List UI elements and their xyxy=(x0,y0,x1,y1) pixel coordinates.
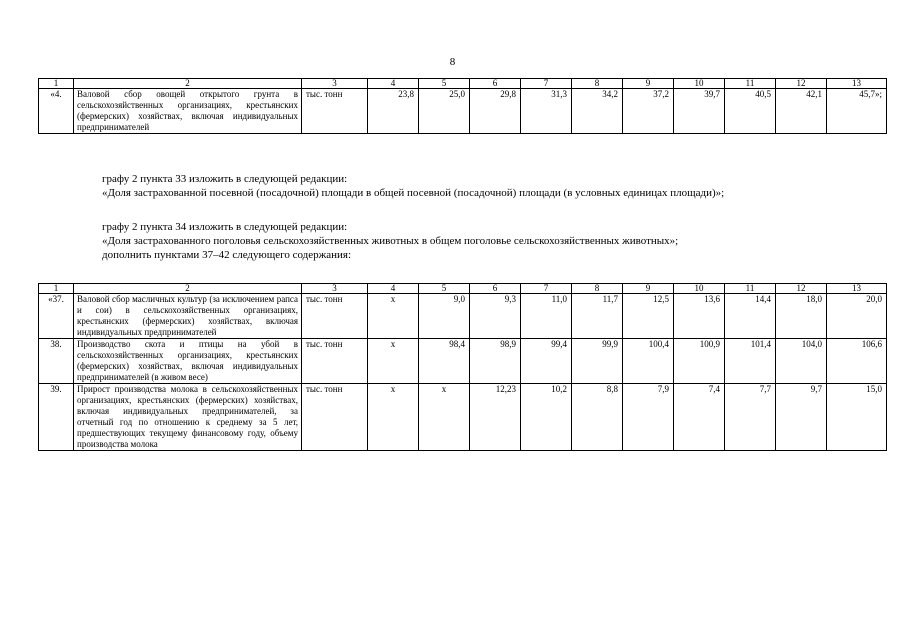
column-header: 5 xyxy=(419,79,470,89)
table-row xyxy=(39,294,887,339)
paragraph-add-items: дополнить пунктами 37–42 следующего содержания: xyxy=(102,249,351,261)
year-value: x xyxy=(368,384,419,451)
year-value: 29,8 xyxy=(470,89,521,134)
year-value: 34,2 xyxy=(572,89,623,134)
year-value: 18,0 xyxy=(776,294,827,339)
year-value: 14,4 xyxy=(725,294,776,339)
indicators-table-1 xyxy=(38,78,887,134)
year-value: 7,9 xyxy=(623,384,674,451)
year-value: 9,3 xyxy=(470,294,521,339)
column-header: 1 xyxy=(39,284,74,294)
indicators-table-2 xyxy=(38,283,887,451)
column-header: 2 xyxy=(74,79,302,89)
paragraph-insured-livestock: «Доля застрахованного поголовья сельскохозяйственных животных в общем поголовье сельскохозяйственных животных»; xyxy=(102,235,679,247)
year-value: 7,7 xyxy=(725,384,776,451)
table-row xyxy=(39,384,887,451)
year-value: 12,23 xyxy=(470,384,521,451)
indicator-name: Прирост производства молока в сельскохозяйственных организациях, крестьянских (фермерских) хозяйствах, включая индивидуальных предпринимателей, за отчетный год по отношению к среднему за 5 лет, предшествующих текущему финансовому году, объему производства молока xyxy=(74,384,302,451)
column-header: 11 xyxy=(725,284,776,294)
column-header: 13 xyxy=(827,284,887,294)
column-header-row xyxy=(39,284,887,294)
indicator-name: Валовой сбор масличных культур (за исключением рапса и сои) в сельскохозяйственных организациях, крестьянских (фермерских) хозяйствах, включая индивидуальных предпринимателей xyxy=(74,294,302,339)
column-header: 8 xyxy=(572,79,623,89)
year-value: 101,4 xyxy=(725,339,776,384)
year-value: 7,4 xyxy=(674,384,725,451)
indicator-name: Валовой сбор овощей открытого грунта в сельскохозяйственных организациях, крестьянских (фермерских) хозяйствах, включая индивидуальных предпринимателей xyxy=(74,89,302,134)
paragraph-column-33: графу 2 пункта 33 изложить в следующей редакции: xyxy=(102,173,348,185)
column-header: 6 xyxy=(470,284,521,294)
column-header: 4 xyxy=(368,284,419,294)
column-header: 10 xyxy=(674,79,725,89)
column-header: 12 xyxy=(776,284,827,294)
year-value: x xyxy=(368,294,419,339)
year-value: 98,9 xyxy=(470,339,521,384)
column-header: 6 xyxy=(470,79,521,89)
unit: тыс. тонн xyxy=(302,89,368,134)
year-value: 98,4 xyxy=(419,339,470,384)
year-value: 13,6 xyxy=(674,294,725,339)
page-number: 8 xyxy=(449,56,456,68)
year-value: 37,2 xyxy=(623,89,674,134)
paragraph-insured-area xyxy=(102,186,846,200)
unit: тыс. тонн xyxy=(302,339,368,384)
column-header: 12 xyxy=(776,79,827,89)
column-header: 7 xyxy=(521,284,572,294)
year-value: x xyxy=(368,339,419,384)
column-header: 3 xyxy=(302,79,368,89)
year-value: x xyxy=(419,384,470,451)
year-value: 39,7 xyxy=(674,89,725,134)
column-header: 11 xyxy=(725,79,776,89)
unit: тыс. тонн xyxy=(302,384,368,451)
column-header: 3 xyxy=(302,284,368,294)
table-row xyxy=(39,339,887,384)
year-value: 25,0 xyxy=(419,89,470,134)
column-header: 8 xyxy=(572,284,623,294)
year-value: 40,5 xyxy=(725,89,776,134)
year-value: 100,9 xyxy=(674,339,725,384)
column-header: 9 xyxy=(623,79,674,89)
row-number: 38. xyxy=(39,339,74,384)
year-value: 11,0 xyxy=(521,294,572,339)
row-number: 39. xyxy=(39,384,74,451)
year-value: 104,0 xyxy=(776,339,827,384)
unit: тыс. тонн xyxy=(302,294,368,339)
year-value: 10,2 xyxy=(521,384,572,451)
year-value: 99,9 xyxy=(572,339,623,384)
year-value: 20,0 xyxy=(827,294,887,339)
year-value: 45,7»; xyxy=(827,89,887,134)
year-value: 9,7 xyxy=(776,384,827,451)
column-header: 1 xyxy=(39,79,74,89)
table-row xyxy=(39,89,887,134)
year-value: 12,5 xyxy=(623,294,674,339)
column-header: 4 xyxy=(368,79,419,89)
year-value: 99,4 xyxy=(521,339,572,384)
paragraph-insured-area-text: «Доля застрахованной посевной (посадочной) площади в общей посевной (посадочной) площади (в условных единицах площади)»; xyxy=(102,187,725,199)
year-value: 31,3 xyxy=(521,89,572,134)
column-header-row xyxy=(39,79,887,89)
column-header: 5 xyxy=(419,284,470,294)
year-value: 15,0 xyxy=(827,384,887,451)
row-number: «37. xyxy=(39,294,74,339)
row-number: «4. xyxy=(39,89,74,134)
year-value: 106,6 xyxy=(827,339,887,384)
indicator-name: Производство скота и птицы на убой в сельскохозяйственных организациях, крестьянских (фермерских) хозяйствах, включая индивидуальных предпринимателей (в живом весе) xyxy=(74,339,302,384)
year-value: 42,1 xyxy=(776,89,827,134)
year-value: 8,8 xyxy=(572,384,623,451)
column-header: 2 xyxy=(74,284,302,294)
year-value: 11,7 xyxy=(572,294,623,339)
paragraph-column-34: графу 2 пункта 34 изложить в следующей редакции: xyxy=(102,221,348,233)
column-header: 10 xyxy=(674,284,725,294)
column-header: 7 xyxy=(521,79,572,89)
year-value: 9,0 xyxy=(419,294,470,339)
year-value: 23,8 xyxy=(368,89,419,134)
year-value: 100,4 xyxy=(623,339,674,384)
column-header: 9 xyxy=(623,284,674,294)
column-header: 13 xyxy=(827,79,887,89)
